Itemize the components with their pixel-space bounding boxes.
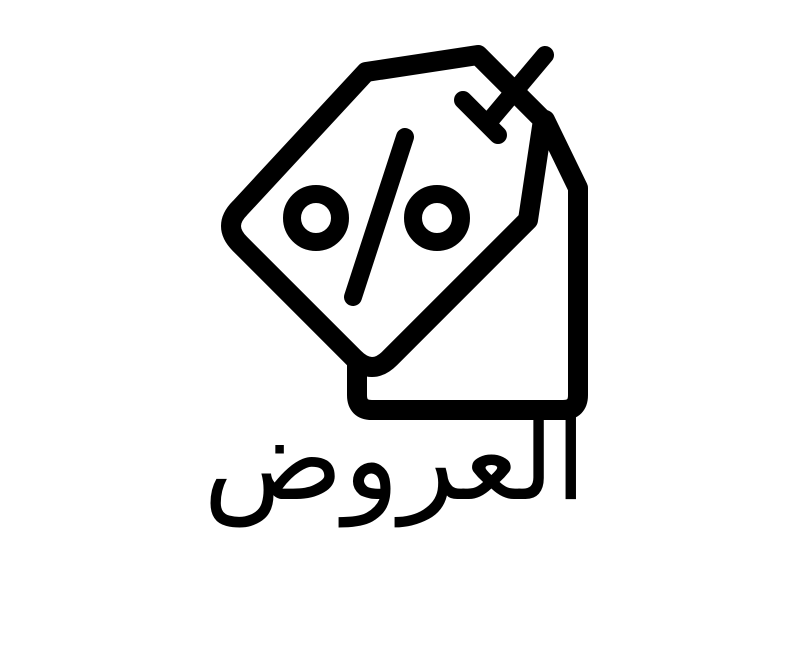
offers-label: العروض	[203, 392, 587, 527]
